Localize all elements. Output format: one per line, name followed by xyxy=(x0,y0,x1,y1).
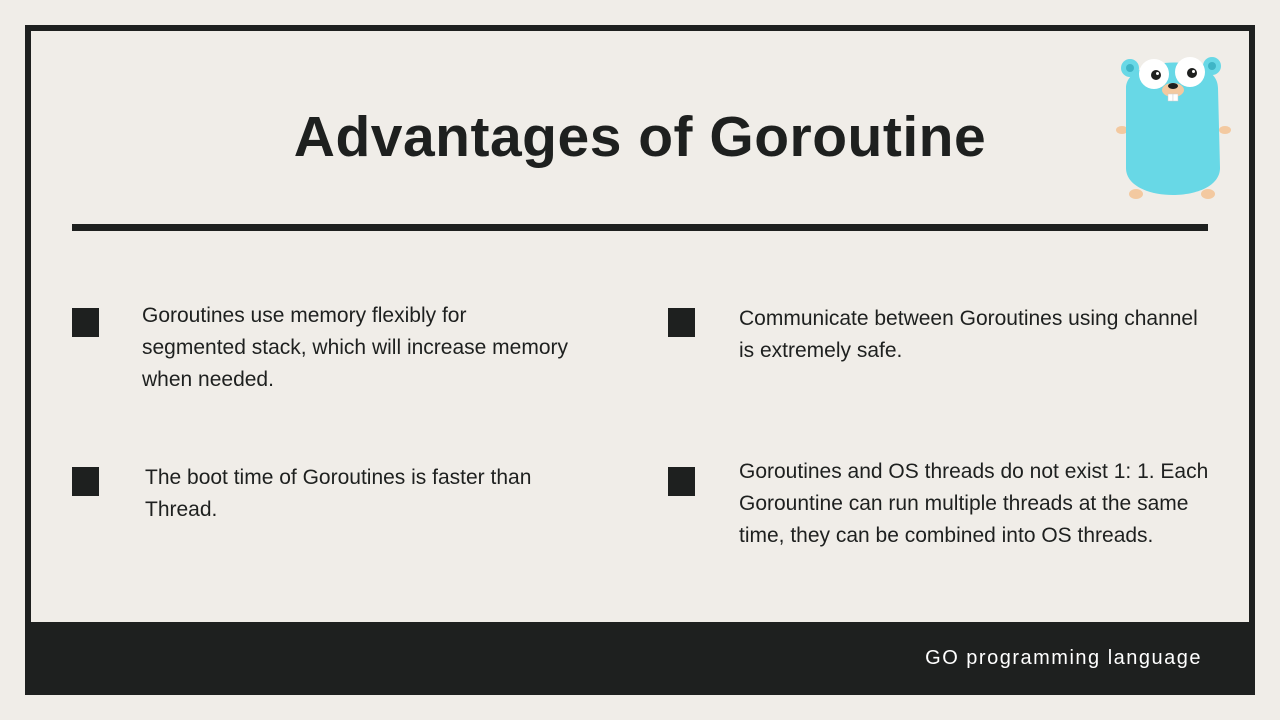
bullet-square-icon xyxy=(668,308,695,337)
bullet-square-icon xyxy=(72,308,99,337)
slide-title: Advantages of Goroutine xyxy=(293,105,987,169)
bullet-square-icon xyxy=(668,467,695,496)
footer-label: GO programming language xyxy=(925,647,1202,669)
advantage-item-text: The boot time of Goroutines is faster than Thread. xyxy=(145,466,532,521)
title-divider xyxy=(72,224,1208,231)
advantage-item-text: Communicate between Goroutines using channel is extremely safe. xyxy=(739,307,1198,362)
advantage-item-text: Goroutines and OS threads do not exist 1: 1. Each Gorountine can run multiple threads at the same time, they can be combined into OS threads. xyxy=(739,460,1209,547)
bullet-square-icon xyxy=(72,467,99,496)
gopher-mascot-icon xyxy=(1112,48,1232,204)
advantage-item-text: Goroutines use memory flexibly for segmented stack, which will increase memory when needed. xyxy=(142,304,568,391)
